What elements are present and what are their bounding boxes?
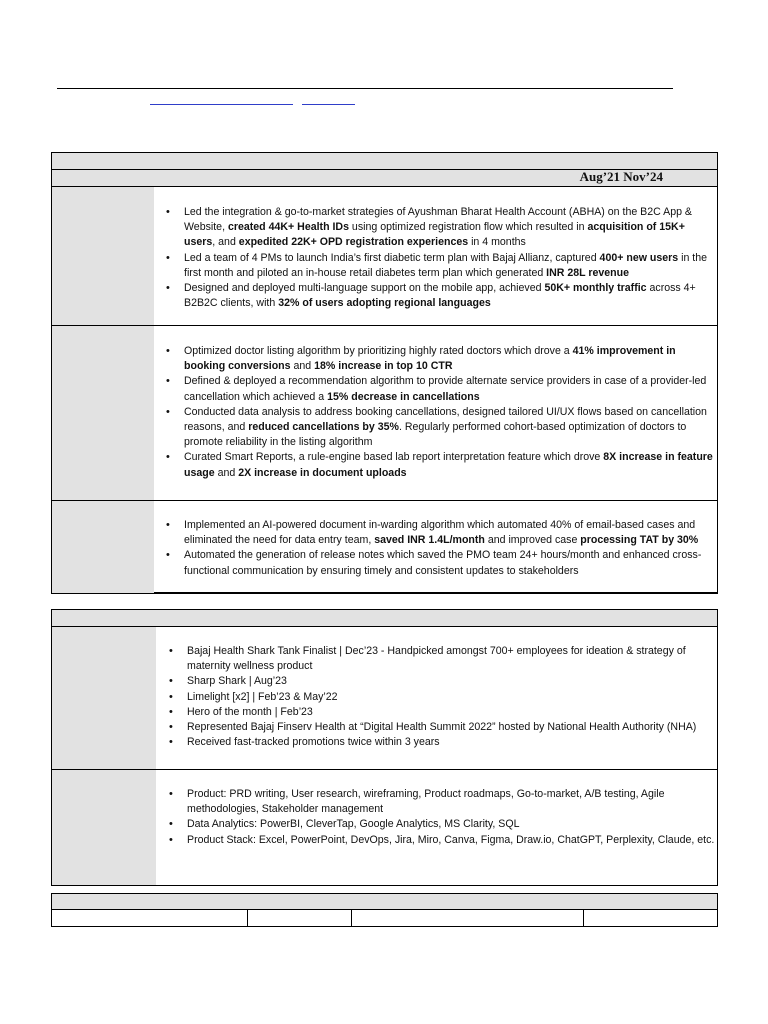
- bold-text: processing TAT by 30%: [580, 534, 699, 547]
- bullet-item: [160, 518, 717, 548]
- bold-text: 400+ new users: [599, 251, 679, 264]
- bullet-list: [160, 205, 717, 311]
- text-run: Bajaj Health Shark Tank Finalist | Dec’23 - Handpicked amongst 700+ employees for ideation & strategy of maternity wellness product: [187, 645, 686, 673]
- text-run: and: [290, 360, 315, 373]
- text-run: Automated the generation of release notes which saved the PMO team 24+ hours/month and enhanced cross-functional communication by ensuring timely and consistent updates to stakeholders: [184, 549, 702, 577]
- role-sidebar: [52, 501, 154, 593]
- text-run: Curated Smart Reports, a rule-engine based lab report interpretation feature which drove: [184, 451, 604, 464]
- text-run: , and: [212, 236, 239, 249]
- bullet-item: [160, 281, 717, 311]
- bold-text: 15% decrease in cancellations: [327, 390, 480, 403]
- text-run: Led the integration & go-to-market strategies of Ayushman Bharat Health Account (ABHA) on the B2C App & Website,: [184, 206, 693, 234]
- achievements-list: [163, 644, 717, 750]
- bullet-item: [163, 787, 717, 817]
- section-header-band: [52, 610, 717, 626]
- text-run: Sharp Shark | Aug’23: [187, 675, 287, 688]
- achievements-sidebar: [52, 627, 156, 769]
- text-run: in 4 months: [468, 236, 526, 249]
- bullet-item: [163, 817, 717, 832]
- text-run: Optimized doctor listing algorithm by prioritizing highly rated doctors which drove a: [184, 345, 573, 357]
- text-run: and improved case: [484, 534, 581, 547]
- text-run: Product: PRD writing, User research, wireframing, Product roadmaps, Go-to-market, A/B testing, Agile methodologies, Stakeholder management: [187, 788, 665, 816]
- role-sidebar: [52, 326, 154, 500]
- text-run: Data Analytics: PowerBI, CleverTap, Google Analytics, MS Clarity, SQL: [187, 818, 520, 831]
- bold-text: 32% of users adopting regional languages: [278, 297, 491, 310]
- bullet-list: [160, 344, 717, 481]
- text-run: across 4+ B2B2C clients, with: [184, 282, 696, 310]
- text-run: and: [214, 466, 239, 479]
- bold-text: 8X increase in feature usage: [184, 451, 713, 479]
- bullet-item: [160, 450, 717, 480]
- section-header-band: [52, 153, 717, 169]
- text-run: Implemented an AI-powered document in-warding algorithm which automated 40% of email-based cases and eliminated the need for data entry team,: [184, 519, 696, 547]
- bullet-item: [160, 205, 717, 251]
- text-run: Designed and deployed multi-language support on the mobile app, achieved: [184, 282, 545, 295]
- role-sidebar: [52, 187, 154, 325]
- text-run: Hero of the month | Feb’23: [187, 705, 313, 718]
- bullet-item: [163, 690, 717, 705]
- bold-text: 2X increase in document uploads: [238, 466, 407, 479]
- bold-text: acquisition of 15K+ users: [184, 221, 685, 249]
- text-run: Product Stack: Excel, PowerPoint, DevOps, Jira, Miro, Canva, Figma, Draw.io, ChatGPT, Perplexity, Claude, etc.: [187, 833, 715, 846]
- bold-text: saved INR 1.4L/month: [374, 534, 485, 547]
- bullet-item: [160, 548, 717, 578]
- text-run: Represented Bajaj Finserv Health at “Digital Health Summit 2022” hosted by National Health Authority (NHA): [187, 721, 697, 734]
- text-run: Led a team of 4 PMs to launch India’s first diabetic term plan with Bajaj Allianz, captured: [184, 251, 600, 264]
- bullet-item: [160, 344, 717, 374]
- date-range: Aug’21 Nov’24: [579, 169, 663, 184]
- bold-text: reduced cancellations by 35%: [248, 421, 399, 434]
- header-rule: [57, 88, 673, 89]
- bold-text: 50K+ monthly traffic: [544, 282, 647, 295]
- bullet-item: [163, 705, 717, 720]
- bullet-item: [160, 405, 717, 451]
- bullet-item: [160, 374, 717, 404]
- skills-sidebar: [52, 770, 156, 885]
- bullet-item: [163, 833, 717, 848]
- education-section: [51, 893, 718, 927]
- achievements-section: [51, 609, 718, 886]
- bold-text: INR 28L revenue: [546, 266, 629, 279]
- bold-text: 41% improvement in booking conversions: [184, 345, 676, 373]
- bold-text: expedited 22K+ OPD registration experiences: [238, 236, 469, 249]
- text-run: Received fast-tracked promotions twice within 3 years: [187, 736, 440, 749]
- education-row: [52, 910, 717, 926]
- bullet-item: [163, 674, 717, 689]
- bold-text: created 44K+ Health IDs: [227, 221, 349, 234]
- text-run: . Regularly performed cohort-based optimization of doctors to promote reliability in the listing algorithm: [184, 421, 687, 449]
- bold-text: 18% increase in top 10 CTR: [314, 360, 453, 373]
- text-run: in the first month and piloted an in-house retail diabetes term plan which generated: [184, 251, 708, 279]
- bullet-item: [163, 735, 717, 750]
- email-link[interactable]: [150, 104, 293, 105]
- bullet-item: [163, 644, 717, 674]
- section-header-band: [52, 894, 717, 909]
- company-row: [52, 170, 717, 186]
- profile-link[interactable]: [302, 104, 355, 105]
- text-run: Conducted data analysis to address booking cancellations, designed tailored UI/UX flows based on cancellation reasons, and: [184, 405, 707, 434]
- bullet-item: [163, 720, 717, 735]
- bullet-item: [160, 251, 717, 281]
- bullet-list: [160, 518, 717, 579]
- text-run: Limelight [x2] | Feb’23 & May’22: [187, 690, 338, 703]
- experience-section: [51, 152, 718, 594]
- skills-list: [163, 787, 717, 848]
- text-run: Defined & deployed a recommendation algorithm to provide alternate service providers in case of a provider-led cancellation which achieved a: [184, 375, 707, 403]
- text-run: using optimized registration flow which resulted in: [348, 221, 588, 234]
